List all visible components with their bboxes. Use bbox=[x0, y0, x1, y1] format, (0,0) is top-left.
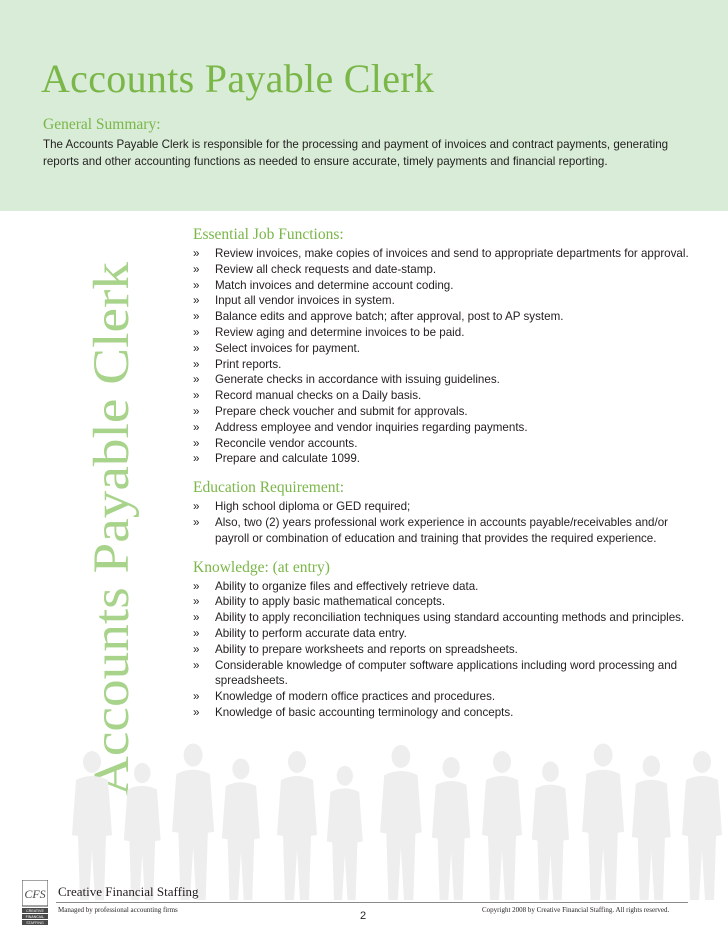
list-item-text: Review aging and determine invoices to be paid. bbox=[215, 325, 465, 339]
logo-word-1: CREATIVE bbox=[26, 909, 44, 914]
person-silhouette bbox=[482, 751, 522, 900]
person-silhouette bbox=[124, 763, 161, 900]
bullet-marker: » bbox=[193, 294, 200, 308]
list-item-text: Balance edits and approve batch; after approval, post to AP system. bbox=[215, 310, 564, 324]
section bbox=[193, 478, 693, 546]
person-silhouette bbox=[632, 755, 671, 900]
summary-heading: General Summary: bbox=[43, 116, 161, 133]
list-item-text: Print reports. bbox=[215, 357, 282, 371]
person-silhouette bbox=[682, 751, 722, 900]
section bbox=[193, 225, 693, 467]
logo-word-2: FINANCIAL bbox=[25, 915, 45, 920]
bullet-marker: » bbox=[193, 452, 200, 466]
cfs-logo bbox=[22, 880, 48, 926]
list-item-text: Ability to organize files and effectively retrieve data. bbox=[215, 579, 479, 593]
bullet-marker: » bbox=[193, 515, 200, 529]
bullet-marker: » bbox=[193, 705, 200, 719]
person-silhouette bbox=[277, 751, 317, 900]
bullet-marker: » bbox=[193, 595, 200, 609]
bullet-marker: » bbox=[193, 357, 200, 371]
list-item bbox=[193, 626, 693, 642]
summary-text: The Accounts Payable Clerk is responsible for the processing and payment of invoices and contract payments, generating reports and other accounting functions as needed to ensure accurate, timely payments and financial reporting. bbox=[43, 138, 669, 168]
person-silhouette bbox=[380, 745, 422, 900]
list-item bbox=[193, 404, 693, 420]
bullet-list bbox=[193, 499, 693, 546]
bullet-list bbox=[193, 246, 693, 467]
list-item bbox=[193, 246, 693, 262]
list-item-text: Ability to apply basic mathematical concepts. bbox=[215, 595, 446, 609]
list-item-text: Address employee and vendor inquiries regarding payments. bbox=[215, 420, 528, 434]
bullet-marker: » bbox=[193, 310, 200, 324]
bullet-list bbox=[193, 579, 693, 721]
header-band bbox=[0, 0, 728, 211]
list-item-text: Considerable knowledge of computer software applications including word processing and spreadsheets. bbox=[215, 658, 678, 688]
person-silhouette bbox=[327, 766, 363, 900]
list-item-text: Review all check requests and date-stamp. bbox=[215, 262, 437, 276]
list-item bbox=[193, 357, 693, 373]
person-silhouette bbox=[172, 744, 214, 900]
people-silhouettes-illustration bbox=[60, 740, 728, 900]
list-item bbox=[193, 705, 693, 721]
bullet-marker: » bbox=[193, 436, 200, 450]
section-heading: Education Requirement: bbox=[193, 479, 345, 497]
copyright-notice: Copyright 2008 by Creative Financial Staffing. All rights reserved. bbox=[482, 906, 670, 914]
list-item-text: Knowledge of basic accounting terminology and concepts. bbox=[215, 705, 514, 719]
section-heading: Essential Job Functions: bbox=[193, 226, 344, 243]
page-number: 2 bbox=[360, 910, 367, 922]
list-item-text: Prepare and calculate 1099. bbox=[215, 452, 361, 466]
person-silhouette bbox=[432, 757, 470, 900]
bullet-marker: » bbox=[193, 642, 200, 656]
list-item bbox=[193, 341, 693, 357]
bullet-marker: » bbox=[193, 611, 200, 625]
logo-letters: CFS bbox=[24, 887, 46, 901]
list-item-text: Match invoices and determine account coding. bbox=[215, 278, 454, 292]
list-item bbox=[193, 658, 693, 690]
page-title: Accounts Payable Clerk bbox=[41, 56, 435, 101]
list-item bbox=[193, 594, 693, 610]
list-item bbox=[193, 689, 693, 705]
list-item bbox=[193, 451, 693, 467]
list-item-text: Reconcile vendor accounts. bbox=[215, 436, 358, 450]
list-item-text: Also, two (2) years professional work experience in accounts payable/receivables and/or payroll or combination of education and training that provides the required experience. bbox=[215, 515, 669, 545]
list-item-text: Knowledge of modern office practices and procedures. bbox=[215, 690, 496, 704]
person-silhouette bbox=[72, 751, 112, 900]
list-item-text: Generate checks in accordance with issuing guidelines. bbox=[215, 373, 500, 387]
list-item bbox=[193, 278, 693, 294]
list-item bbox=[193, 436, 693, 452]
list-item bbox=[193, 372, 693, 388]
list-item-text: Ability to prepare worksheets and reports on spreadsheets. bbox=[215, 642, 518, 656]
list-item bbox=[193, 293, 693, 309]
vertical-title bbox=[44, 256, 144, 796]
bullet-marker: » bbox=[193, 404, 200, 418]
list-item-text: High school diploma or GED required; bbox=[215, 500, 411, 514]
list-item bbox=[193, 388, 693, 404]
bullet-marker: » bbox=[193, 690, 200, 704]
list-item-text: Record manual checks on a Daily basis. bbox=[215, 389, 422, 403]
list-item bbox=[193, 610, 693, 626]
bullet-marker: » bbox=[193, 373, 200, 387]
list-item bbox=[193, 325, 693, 341]
vertical-title-text: Accounts Payable Clerk bbox=[84, 303, 140, 796]
list-item bbox=[193, 642, 693, 658]
list-item bbox=[193, 499, 693, 515]
list-item-text: Prepare check voucher and submit for approvals. bbox=[215, 404, 468, 418]
footer-divider bbox=[56, 902, 688, 903]
list-item bbox=[193, 515, 693, 547]
list-item-text: Input all vendor invoices in system. bbox=[215, 294, 395, 308]
bullet-marker: » bbox=[193, 579, 200, 593]
bullet-marker: » bbox=[193, 658, 200, 672]
list-item-text: Ability to perform accurate data entry. bbox=[215, 626, 407, 640]
person-silhouette bbox=[222, 758, 260, 900]
list-item bbox=[193, 309, 693, 325]
list-item bbox=[193, 262, 693, 278]
person-silhouette bbox=[532, 761, 569, 900]
bullet-marker: » bbox=[193, 247, 200, 260]
company-name: Creative Financial Staffing bbox=[58, 884, 199, 899]
list-item bbox=[193, 420, 693, 436]
bullet-marker: » bbox=[193, 341, 200, 355]
list-item-text: Ability to apply reconciliation techniques using standard accounting methods and principles. bbox=[215, 611, 685, 625]
section bbox=[193, 558, 693, 721]
bullet-marker: » bbox=[193, 420, 200, 434]
bullet-marker: » bbox=[193, 500, 200, 514]
bullet-marker: » bbox=[193, 626, 200, 640]
list-item-text: Select invoices for payment. bbox=[215, 341, 360, 355]
bullet-marker: » bbox=[193, 262, 200, 276]
section-heading: Knowledge: (at entry) bbox=[193, 558, 330, 576]
company-tagline: Managed by professional accounting firms bbox=[58, 906, 178, 914]
main-content bbox=[193, 225, 693, 732]
list-item bbox=[193, 579, 693, 595]
bullet-marker: » bbox=[193, 389, 200, 403]
logo-word-3: STAFFING bbox=[26, 921, 44, 926]
list-item-text: Review invoices, make copies of invoices and send to appropriate departments for approval. bbox=[215, 247, 689, 260]
person-silhouette bbox=[582, 744, 624, 900]
bullet-marker: » bbox=[193, 278, 200, 292]
bullet-marker: » bbox=[193, 325, 200, 339]
